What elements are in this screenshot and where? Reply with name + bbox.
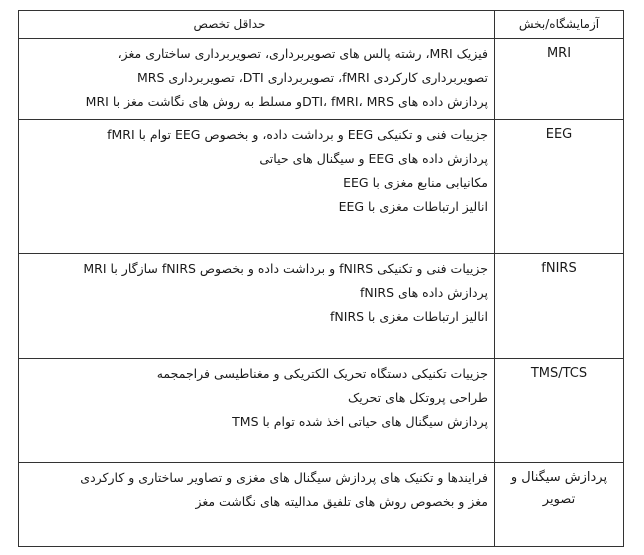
section-cell: MRI xyxy=(494,39,623,119)
section-cell: TMS/TCS xyxy=(494,359,623,462)
specialty-line: پردازش سیگنال های حیاتی اخذ شده توام با TMS xyxy=(232,414,488,429)
specialty-line: تصویربرداری کارکردی fMRI، تصویربرداری DTI، تصویربرداری MRS xyxy=(136,70,488,85)
header-specialty: حداقل تخصص xyxy=(193,17,266,31)
specialty-table xyxy=(18,10,624,547)
section-line: تصویر xyxy=(542,492,576,507)
section-cell xyxy=(494,463,623,547)
specialty-line: جزییات فنی و تکنیکی EEG و برداشت داده، و بخصوص EEG توام با fMRI xyxy=(107,127,488,142)
specialty-line: فیزیک MRI، رشته پالس های تصویربرداری، تصویربرداری ساختاری مغز، xyxy=(117,46,488,61)
specialty-line: مکانیابی منابع مغزی با EEG xyxy=(343,175,488,190)
table-row-fnirs xyxy=(19,254,623,359)
table-row-mri xyxy=(19,39,623,120)
specialty-line: انالیز ارتباطات مغزی با EEG xyxy=(338,199,488,214)
specialty-cell xyxy=(19,120,494,253)
table-row-eeg xyxy=(19,120,623,254)
specialty-cell xyxy=(19,39,494,119)
specialty-cell xyxy=(19,463,494,547)
section-line: پردازش سیگنال و xyxy=(510,470,608,485)
table-header-row xyxy=(19,11,623,39)
specialty-cell xyxy=(19,254,494,358)
header-section: آزمایشگاه/بخش xyxy=(494,11,623,38)
section-cell: EEG xyxy=(494,120,623,253)
specialty-line: انالیز ارتباطات مغزی با fNIRS xyxy=(330,309,488,324)
specialty-line: طراحی پروتکل های تحریک xyxy=(348,390,488,405)
specialty-cell xyxy=(19,359,494,462)
specialty-line: پردازش داده های EEG و سیگنال های حیاتی xyxy=(259,151,488,166)
specialty-line: فرایندها و تکنیک های پردازش سیگنال های مغزی و تصاویر ساختاری و کارکردی xyxy=(80,470,488,485)
specialty-line: جزییات فنی و تکنیکی fNIRS و برداشت داده و بخصوص fNIRS سازگار با MRI xyxy=(83,261,488,276)
table-row-signal-image xyxy=(19,463,623,547)
table-row-tms xyxy=(19,359,623,463)
specialty-line: پردازش داده های DTI، fMRI، MRSو مسلط به روش های نگاشت مغز با MRI xyxy=(85,94,488,109)
specialty-line: مغز و بخصوص روش های تلفیق مدالیته های نگاشت مغز xyxy=(195,494,488,509)
specialty-line: پردازش داده های fNIRS xyxy=(359,285,488,300)
section-cell: fNIRS xyxy=(494,254,623,358)
specialty-line: جزییات تکنیکی دستگاه تحریک الکتریکی و مغناطیسی فراجمجمه xyxy=(156,366,488,381)
